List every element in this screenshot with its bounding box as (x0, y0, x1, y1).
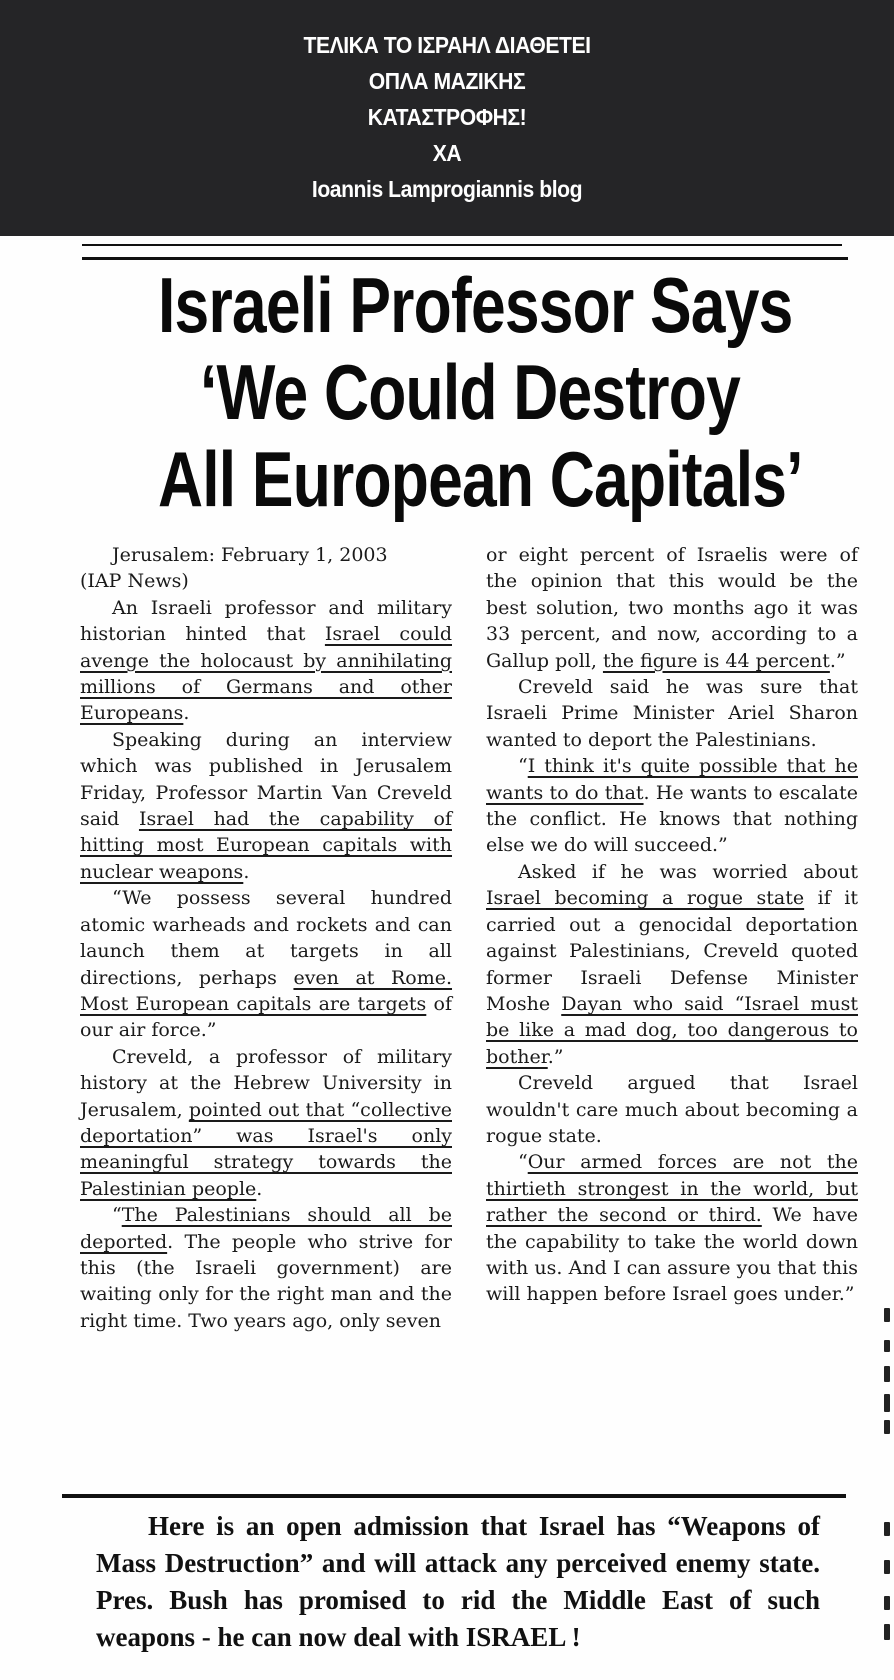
article-paragraph (80, 727, 452, 885)
commentary-note (96, 1508, 820, 1656)
news-source: (IAP News) (80, 570, 189, 593)
paragraph-text: Asked if he was worried about (518, 860, 858, 883)
banner-line-2: ΟΠΛΑ ΜΑΖΙΚΗΣ (368, 68, 526, 94)
underlined-text: Israel had the capability of hitting most European capitals with nuclear weapons (80, 808, 452, 883)
banner-line-4: ΧΑ (432, 140, 462, 166)
paragraph-text: . (183, 702, 190, 725)
adjacent-text-fragment (884, 1596, 890, 1610)
paragraph-text: . (256, 1177, 263, 1200)
adjacent-text-fragment (884, 1624, 890, 1640)
underlined-text: Israel could avenge the holocaust by annihilating millions of Germans and other Europeans (80, 623, 452, 725)
adjacent-text-fragment (884, 1560, 890, 1574)
column-bottom-rule (62, 1494, 846, 1498)
underlined-text: Israel becoming a rogue state (486, 887, 805, 910)
paragraph-text: We have the capability to take the world down with us. And I can assure you that this will happen before Israel goes under.” (486, 1204, 858, 1306)
article-paragraph (486, 542, 858, 674)
dateline: Jerusalem: February 1, 2003 (112, 544, 388, 566)
top-rule-1 (82, 244, 842, 246)
underlined-text: the figure is 44 percent (602, 649, 830, 672)
paragraph-text: if it carried out a genocidal deportation against Palestinians, Creveld quoted former Israeli Defense Minister Moshe (486, 887, 858, 1015)
article-paragraph (80, 885, 452, 1043)
adjacent-text-fragment (884, 1522, 890, 1536)
headline-line-3: All European Capitals’ (158, 435, 803, 523)
underlined-text: Our armed forces are not the thirtieth strongest in the world, but rather the second or third. (486, 1151, 858, 1227)
paragraph-text: of our air force.” (80, 992, 452, 1042)
article-paragraph (80, 1044, 452, 1202)
paragraph-text: “ (112, 1204, 122, 1227)
article-paragraph (80, 595, 452, 727)
paragraph-text: or eight percent of Israelis were of the opinion that this would be the best solution, two months ago it was 33 percent, and now, according to a Gallup poll, (486, 544, 858, 672)
adjacent-text-fragment (884, 1366, 890, 1382)
left-paragraphs (80, 595, 452, 1334)
article-paragraph (80, 1202, 452, 1334)
underlined-text: I think it's quite possible that he wants to do that (486, 755, 858, 804)
paragraph-text: Creveld said he was sure that Israeli Prime Minister Ariel Sharon wanted to deport the Palestinians. (486, 676, 858, 751)
article-paragraph (486, 859, 858, 1070)
underlined-text: The Palestinians should all be deported (80, 1204, 452, 1253)
paragraph-text: “ (518, 1151, 528, 1174)
paragraph-text: An Israeli professor and military historian hinted that (80, 596, 452, 646)
underlined-text: pointed out that “collective deportation” was Israel's only meaningful strategy towards the Palestinian people (80, 1098, 452, 1200)
paragraph-text: . (243, 860, 250, 883)
paragraph-text: “We possess several hundred atomic warheads and rockets and can launch them at targets in all directions, perhaps (80, 887, 452, 989)
adjacent-text-fragment (884, 1420, 890, 1434)
article-column-right (486, 542, 858, 1308)
paragraph-text: “ (518, 755, 528, 778)
underlined-text: Dayan who said “Israel must be like a mad dog, too dangerous to bother (486, 992, 858, 1068)
top-rule-2 (82, 257, 848, 260)
article-paragraph (486, 1149, 858, 1307)
underlined-text: even at Rome. Most European capitals are targets (80, 966, 453, 1015)
article-paragraph (486, 674, 858, 753)
headline-line-1: Israeli Professor Says (158, 261, 793, 349)
paragraph-text: . The people who strive for this (the Israeli government) are waiting only for the right man and the right time. Two years ago, only seven (80, 1230, 452, 1332)
blog-banner (0, 0, 894, 236)
headline-line-2: ‘We Could Destroy (200, 348, 740, 436)
paragraph-text: Speaking during an interview which was published in Jerusalem Friday, Professor Martin Van Creveld said (80, 728, 452, 831)
right-paragraphs (486, 542, 858, 1308)
banner-line-1: ΤΕΛΙΚΑ ΤΟ ΙΣΡΑΗΛ ΔΙΑΘΕΤΕΙ (303, 32, 591, 58)
adjacent-text-fragment (884, 1394, 890, 1412)
paragraph-text: . He wants to escalate the conflict. He knows that nothing else we do will succeed.” (486, 781, 859, 857)
banner-line-3: ΚΑΤΑΣΤΡΟΦΗΣ! (367, 104, 527, 130)
paragraph-text: Creveld argued that Israel wouldn't care much about becoming a rogue state. (486, 1072, 858, 1147)
commentary-text: Here is an open admission that Israel has “Weapons of Mass Destruction” and will attack any perceived enemy state. Pres. Bush has promised to rid the Middle East of such weapons - he can now deal with ISRAEL ! (96, 1511, 820, 1652)
paragraph-text: .” (829, 649, 846, 672)
banner-blog-name: Ioannis Lamprogiannis blog (311, 176, 583, 202)
adjacent-text-fragment (884, 1308, 890, 1322)
article-paragraph (486, 1070, 858, 1149)
article-column-left (80, 542, 452, 1334)
paragraph-text: Creveld, a professor of military history at the Hebrew University in Jerusalem, (80, 1045, 452, 1121)
paragraph-text: .” (547, 1045, 564, 1068)
article-headline (80, 262, 860, 523)
adjacent-text-fragment (884, 1340, 890, 1352)
article-paragraph (486, 753, 858, 859)
